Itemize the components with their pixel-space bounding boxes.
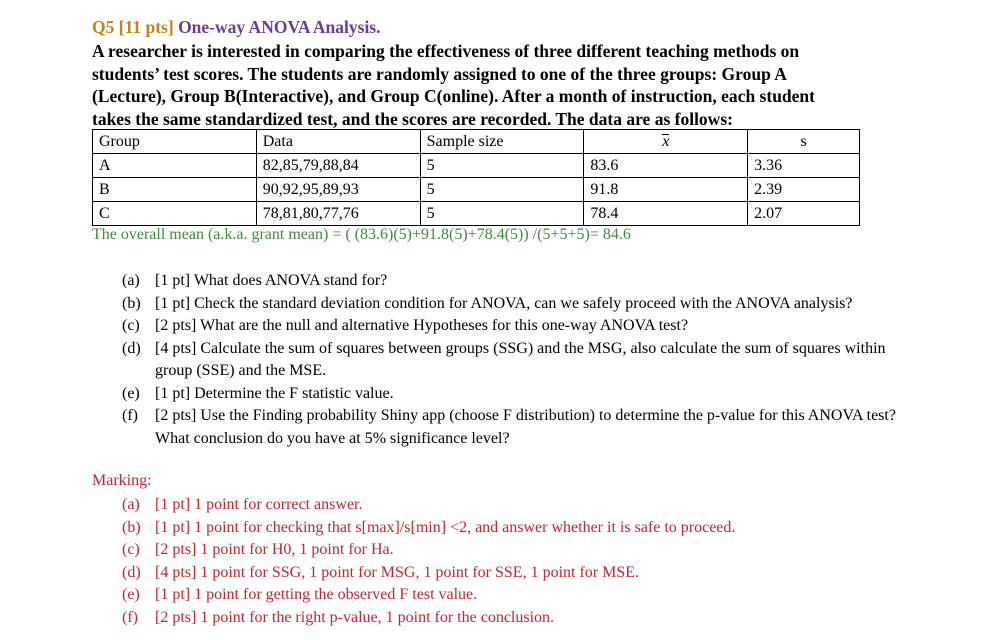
question-text: [1 pt] Check the standard deviation condition for ANOVA, can we safely proceed with the ANOVA analysis? [155, 294, 853, 312]
marking-label: (e) [122, 586, 140, 603]
marking-label: (c) [122, 541, 140, 558]
cell-sample-size: 5 [420, 178, 584, 202]
question-text: [1 pt] What does ANOVA stand for? [155, 272, 388, 289]
table-row [93, 202, 860, 226]
marking-label: (d) [122, 563, 141, 581]
header-group: Group [93, 130, 257, 154]
cell-sample-size: 5 [420, 202, 584, 226]
question-number: Q5 [92, 17, 115, 37]
question-title-text: One-way ANOVA Analysis. [178, 17, 381, 37]
question-list [122, 270, 912, 450]
data-table [92, 129, 860, 226]
marking-text: [1 pt] 1 point for getting the observed F test value. [155, 586, 478, 603]
intro-line: (Lecture), Group B(Interactive), and Group C(online). After a month of instruction, each student [92, 86, 815, 106]
marking-text: [1 pt] 1 point for checking that s[max]/s[min] <2, and answer whether it is safe to proceed. [155, 518, 736, 536]
question-label: (f) [122, 407, 138, 424]
question-label: (a) [122, 272, 140, 289]
cell-sd: 3.36 [748, 154, 860, 178]
header-mean [584, 130, 748, 154]
question-text: [2 pts] What are the null and alternative Hypotheses for this one-way ANOVA test? [155, 317, 689, 334]
marking-label: (a) [122, 496, 140, 513]
question-item [122, 315, 912, 338]
marking-list [122, 494, 912, 629]
marking-item [122, 494, 912, 517]
table-row [93, 178, 860, 202]
cell-sd: 2.07 [748, 202, 860, 226]
cell-mean: 78.4 [584, 202, 748, 226]
cell-data: 90,92,95,89,93 [256, 178, 420, 202]
question-title [92, 17, 381, 38]
question-item [122, 405, 912, 450]
cell-data: 82,85,79,88,84 [256, 154, 420, 178]
question-label: (b) [122, 294, 141, 312]
problem-statement [92, 40, 922, 130]
question-item [122, 383, 912, 406]
question-points: [11 pts] [118, 17, 174, 37]
cell-mean: 83.6 [584, 154, 748, 178]
marking-item [122, 584, 912, 607]
header-sample-size: Sample size [420, 130, 584, 154]
question-item [122, 338, 912, 383]
cell-group: A [93, 154, 257, 178]
cell-sd: 2.39 [748, 178, 860, 202]
marking-text: [4 pts] 1 point for SSG, 1 point for MSG, 1 point for SSE, 1 point for MSE. [155, 563, 640, 581]
marking-item [122, 539, 912, 562]
marking-text: [2 pts] 1 point for the right p-value, 1 point for the conclusion. [155, 608, 555, 626]
marking-text: [1 pt] 1 point for correct answer. [155, 496, 363, 513]
cell-group: C [93, 202, 257, 226]
marking-text: [2 pts] 1 point for H0, 1 point for Ha. [155, 541, 394, 558]
overall-mean-note: The overall mean (a.k.a. grant mean) = ( (83.6)(5)+91.8(5)+78.4(5)) /(5+5+5)= 84.6 [92, 226, 631, 243]
question-text: [2 pts] Use the Finding probability Shiny app (choose F distribution) to determine the p-value for this ANOVA test? What conclusion do you have at 5% significance level? [155, 407, 896, 447]
cell-group: B [93, 178, 257, 202]
marking-label: (f) [122, 608, 138, 626]
cell-data: 78,81,80,77,76 [256, 202, 420, 226]
cell-sample-size: 5 [420, 154, 584, 178]
x-bar-symbol: x [662, 131, 669, 153]
table-header-row [93, 130, 860, 154]
intro-line: A researcher is interested in comparing the effectiveness of three different teaching methods on [92, 41, 800, 61]
table-row [93, 154, 860, 178]
question-text: [4 pts] Calculate the sum of squares between groups (SSG) and the MSG, also calculate the sum of squares within group (SSE) and the MSE. [155, 339, 886, 379]
marking-label: (b) [122, 518, 141, 536]
marking-heading: Marking: [92, 472, 152, 489]
question-label: (e) [122, 384, 140, 402]
intro-line: students’ test scores. The students are randomly assigned to one of the three groups: Group A [92, 63, 787, 84]
question-label: (d) [122, 339, 141, 357]
question-label: (c) [122, 317, 140, 334]
cell-mean: 91.8 [584, 178, 748, 202]
intro-line: takes the same standardized test, and the scores are recorded. The data are as follows: [92, 108, 733, 129]
marking-item [122, 517, 912, 540]
question-text: [1 pt] Determine the F statistic value. [155, 384, 394, 402]
header-sd: s [748, 130, 860, 154]
question-item [122, 293, 912, 316]
question-item [122, 270, 912, 293]
header-data: Data [256, 130, 420, 154]
marking-item [122, 562, 912, 585]
marking-item [122, 607, 912, 630]
